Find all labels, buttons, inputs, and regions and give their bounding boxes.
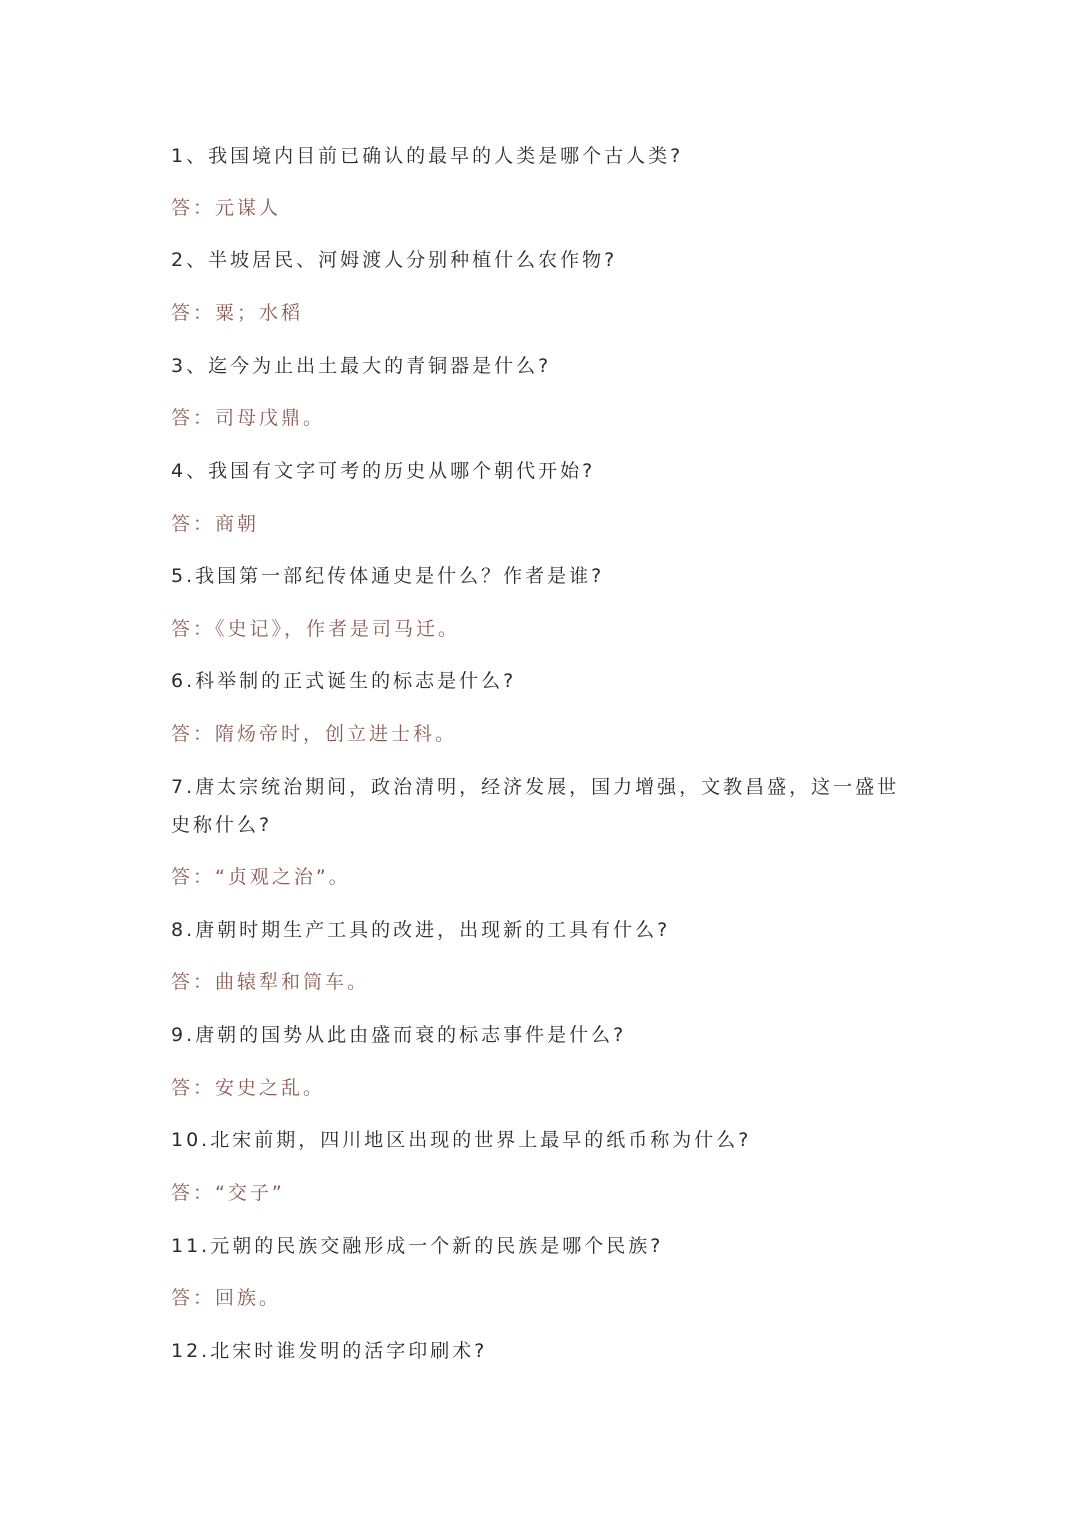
answer-5: 答：《史记》，作者是司马迁。	[171, 618, 461, 640]
question-5: 5.我国第一部纪传体通史是什么？作者是谁?	[171, 565, 605, 587]
answer-10: 答：“交子”	[171, 1182, 285, 1204]
question-2: 2、半坡居民、河姆渡人分别种植什么农作物?	[171, 249, 618, 271]
answer-1: 答：元谋人	[171, 197, 282, 219]
question-8: 8.唐朝时期生产工具的改进，出现新的工具有什么?	[171, 919, 671, 941]
question-7-line-2: 史称什么?	[171, 814, 273, 836]
question-3: 3、迄今为止出土最大的青铜器是什么?	[171, 355, 552, 377]
question-10: 10.北宋前期，四川地区出现的世界上最早的纸币称为什么?	[171, 1129, 752, 1151]
question-7-line-1: 7.唐太宗统治期间，政治清明，经济发展，国力增强，文教昌盛，这一盛世	[171, 776, 900, 798]
question-9: 9.唐朝的国势从此由盛而衰的标志事件是什么?	[171, 1024, 627, 1046]
answer-8: 答：曲辕犁和筒车。	[171, 971, 370, 993]
answer-6: 答：隋炀帝时，创立进士科。	[171, 723, 458, 745]
question-12: 12.北宋时谁发明的活字印刷术?	[171, 1340, 488, 1362]
answer-4: 答：商朝	[171, 513, 260, 535]
answer-9: 答：安史之乱。	[171, 1077, 326, 1099]
answer-7: 答：“贞观之治”。	[171, 866, 351, 888]
question-4: 4、我国有文字可考的历史从哪个朝代开始?	[171, 460, 596, 482]
question-6: 6.科举制的正式诞生的标志是什么?	[171, 670, 517, 692]
question-11: 11.元朝的民族交融形成一个新的民族是哪个民族?	[171, 1235, 664, 1257]
answer-3: 答：司母戊鼎。	[171, 407, 326, 429]
question-1: 1、我国境内目前已确认的最早的人类是哪个古人类?	[171, 145, 684, 167]
answer-11: 答：回族。	[171, 1287, 282, 1309]
answer-2: 答：粟；水稻	[171, 302, 304, 324]
